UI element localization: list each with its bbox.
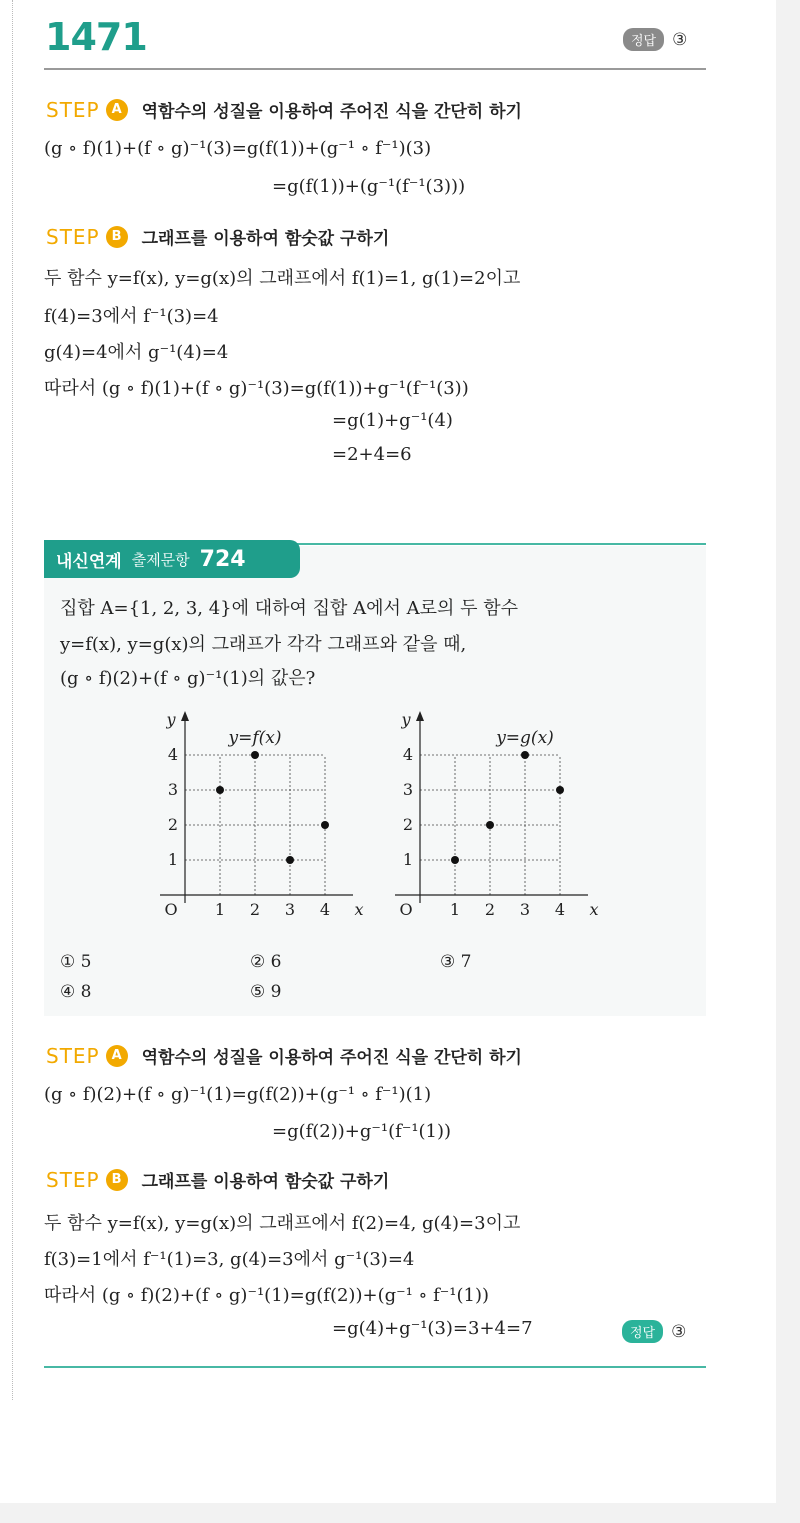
y-tick-label: 1 [167,850,179,869]
choice-4: ④ 8 [60,982,92,1002]
y-tick-label: 1 [402,850,414,869]
equation-line: =g(f(2))+g⁻¹(f⁻¹(1)) [272,1121,452,1142]
x-tick-label: 4 [554,900,566,919]
data-point [321,821,329,829]
choice-2: ② 6 [250,952,282,972]
linked-problem-tag [44,540,300,578]
data-point [251,751,259,759]
x-tick-label: 2 [484,900,496,919]
equation-line: =g(f(1))+(g⁻¹(f⁻¹(3))) [272,176,466,197]
x-tick-label: 3 [519,900,531,919]
data-point [451,856,459,864]
chart-title: y=f(x) [228,728,282,748]
x-axis-label: x [589,900,599,919]
answer-indicator [623,28,687,51]
choice-3: ③ 7 [440,952,472,972]
data-point [556,786,564,794]
y-tick-label: 2 [402,815,414,834]
step-label: STEP [46,224,100,249]
step-label: STEP [46,97,100,122]
step-a-heading [46,97,522,122]
question-line: (g ∘ f)(2)+(f ∘ g)⁻¹(1)의 값은? [60,668,316,689]
text-line: 두 함수 y=f(x), y=g(x)의 그래프에서 f(1)=1, g(1)=2이고 [44,268,521,289]
x-tick-label: 1 [449,900,461,919]
data-point [486,821,494,829]
answer-badge: 정답 [623,28,664,51]
answer-indicator-2 [622,1320,686,1343]
step-a-heading-2 [46,1043,522,1068]
step-b-heading [46,224,389,249]
choice-1: ① 5 [60,952,92,972]
graph-f [150,700,370,925]
text-line: =2+4=6 [332,444,412,465]
tag-number: 724 [199,546,246,572]
graph-g [385,700,605,925]
text-line: g(4)=4에서 g⁻¹(4)=4 [44,342,229,363]
y-tick-label: 2 [167,815,179,834]
header-rule [44,68,706,70]
equation-line: (g ∘ f)(1)+(f ∘ g)⁻¹(3)=g(f(1))+(g⁻¹ ∘ f⁻¹)(3) [44,138,432,159]
problem-number: 1471 [45,15,147,59]
margin-line [12,0,13,1400]
x-tick-label: 1 [214,900,226,919]
question-line: 집합 A={1, 2, 3, 4}에 대하여 집합 A에서 A로의 두 함수 [60,598,518,619]
y-tick-label: 3 [402,780,414,799]
step-title: 역함수의 성질을 이용하여 주어진 식을 간단히 하기 [141,102,522,122]
answer-value: ③ [672,29,688,50]
data-point [216,786,224,794]
tag-subtitle: 출제문항 [131,550,190,569]
step-label: STEP [46,1167,100,1192]
question-line: y=f(x), y=g(x)의 그래프가 각각 그래프와 같을 때, [60,634,467,655]
tag-title: 내신연계 [56,551,122,572]
step-title: 그래프를 이용하여 함숫값 구하기 [141,229,390,249]
step-b-icon: B [106,1169,128,1191]
text-line: 두 함수 y=f(x), y=g(x)의 그래프에서 f(2)=4, g(4)=3이고 [44,1213,521,1234]
origin-label: O [164,900,178,919]
x-tick-label: 3 [284,900,296,919]
step-b-icon: B [106,226,128,248]
page-edge-bottom [0,1503,800,1523]
choice-5: ⑤ 9 [250,982,282,1002]
page-edge [776,0,800,1523]
text-line: =g(4)+g⁻¹(3)=3+4=7 [332,1318,533,1339]
step-title: 역함수의 성질을 이용하여 주어진 식을 간단히 하기 [141,1048,522,1068]
answer-value: ③ [671,1321,687,1342]
y-tick-label: 3 [167,780,179,799]
text-line: 따라서 (g ∘ f)(2)+(f ∘ g)⁻¹(1)=g(f(2))+(g⁻¹ ∘ f⁻¹(1)) [44,1285,489,1306]
step-b-heading-2 [46,1167,389,1192]
text-line: f(3)=1에서 f⁻¹(1)=3, g(4)=3에서 g⁻¹(3)=4 [44,1249,415,1270]
origin-label: O [399,900,413,919]
chart-title: y=g(x) [496,728,554,748]
x-tick-label: 2 [249,900,261,919]
answer-badge: 정답 [622,1320,663,1343]
data-point [521,751,529,759]
text-line: f(4)=3에서 f⁻¹(3)=4 [44,306,219,327]
data-point [286,856,294,864]
y-tick-label: 4 [167,745,179,764]
step-a-icon: A [106,99,128,121]
x-tick-label: 4 [319,900,331,919]
x-axis-label: x [354,900,364,919]
step-label: STEP [46,1043,100,1068]
y-tick-label: 4 [402,745,414,764]
step-title: 그래프를 이용하여 함숫값 구하기 [141,1172,390,1192]
text-line: =g(1)+g⁻¹(4) [332,410,453,431]
y-axis-arrow [181,711,189,721]
step-a-icon: A [106,1045,128,1067]
equation-line: (g ∘ f)(2)+(f ∘ g)⁻¹(1)=g(f(2))+(g⁻¹ ∘ f⁻¹)(1) [44,1084,432,1105]
y-axis-label: y [401,710,411,729]
y-axis-arrow [416,711,424,721]
footer-rule [44,1366,706,1368]
text-line: 따라서 (g ∘ f)(1)+(f ∘ g)⁻¹(3)=g(f(1))+g⁻¹(f⁻¹(3)) [44,378,469,399]
y-axis-label: y [166,710,176,729]
